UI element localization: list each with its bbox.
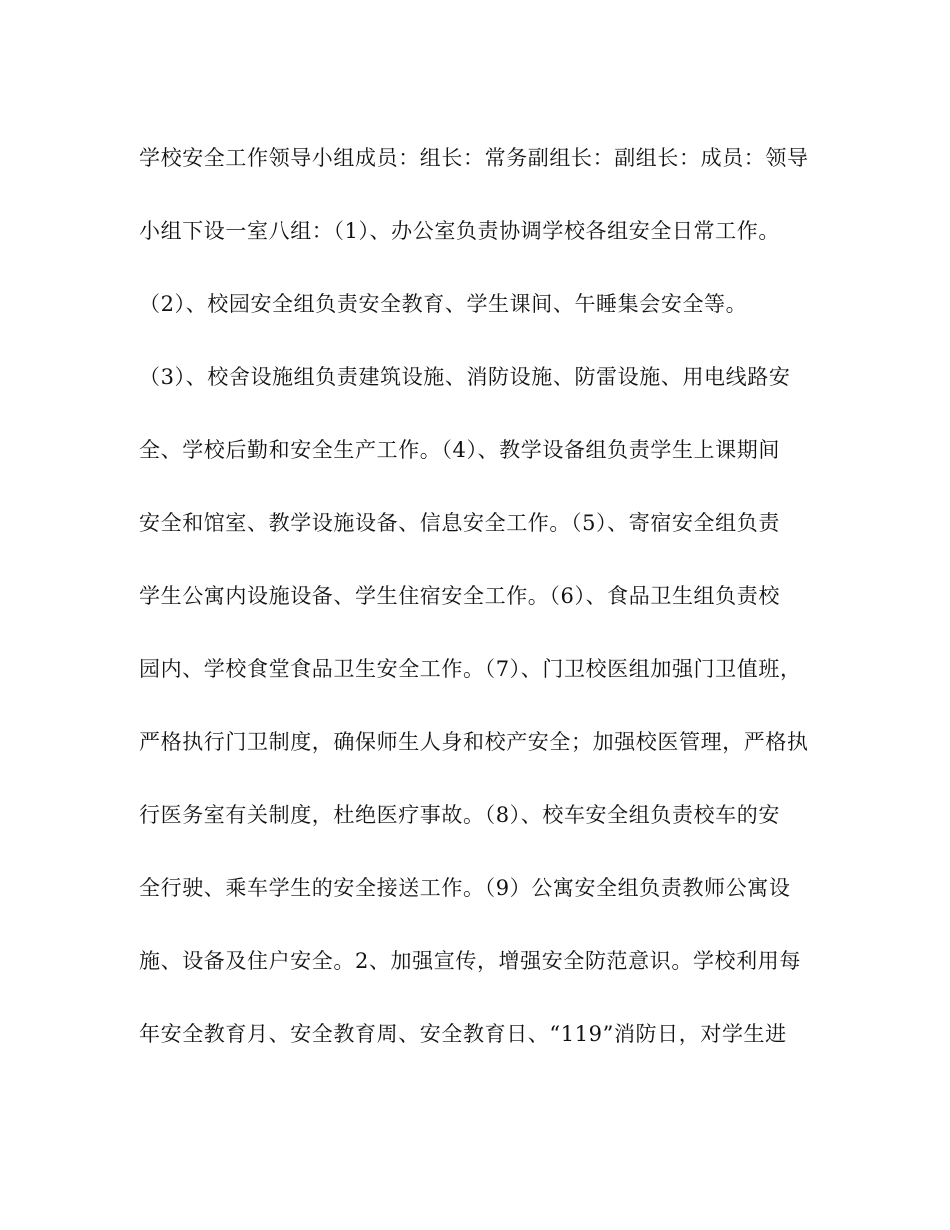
body-text <box>139 136 829 1085</box>
text-line-11: 全行驶、乘车学生的安全接送工作。（9）公寓安全组负责教师公寓设 <box>139 876 791 900</box>
text-line-3: （2）、校园安全组负责安全教育、学生课间、午睡集会安全等。 <box>139 292 748 316</box>
text-line-10: 行医务室有关制度，杜绝医疗事故。（8）、校车安全组负责校车的安 <box>139 803 780 827</box>
text-line-6: 安全和馆室、教学设施设备、信息安全工作。（5）、寄宿安全组负责 <box>139 511 780 535</box>
text-line-5: 全、学校后勤和安全生产工作。（4）、教学设备组负责学生上课期间 <box>139 438 780 462</box>
text-line-12: 施、设备及住户安全。2、加强宣传，增强安全防范意识。学校利用每 <box>139 949 801 973</box>
text-line-4: （3）、校舍设施组负责建筑设施、消防设施、防雷设施、用电线路安 <box>139 365 791 389</box>
text-line-9: 严格执行门卫制度，确保师生人身和校产安全；加强校医管理，严格执 <box>139 730 809 754</box>
text-line-1: 学校安全工作领导小组成员：组长：常务副组长：副组长：成员：领导 <box>139 146 809 170</box>
text-line-13: 年安全教育月、安全教育周、安全教育日、“119”消防日，对学生进 <box>139 1022 787 1046</box>
text-line-7: 学生公寓内设施设备、学生住宿安全工作。（6）、食品卫生组负责校 <box>139 584 780 608</box>
text-line-2: 小组下设一室八组：（1）、办公室负责协调学校各组安全日常工作。 <box>139 219 780 243</box>
text-line-8: 园内、学校食堂食品卫生安全工作。（7）、门卫校医组加强门卫值班， <box>139 657 802 681</box>
